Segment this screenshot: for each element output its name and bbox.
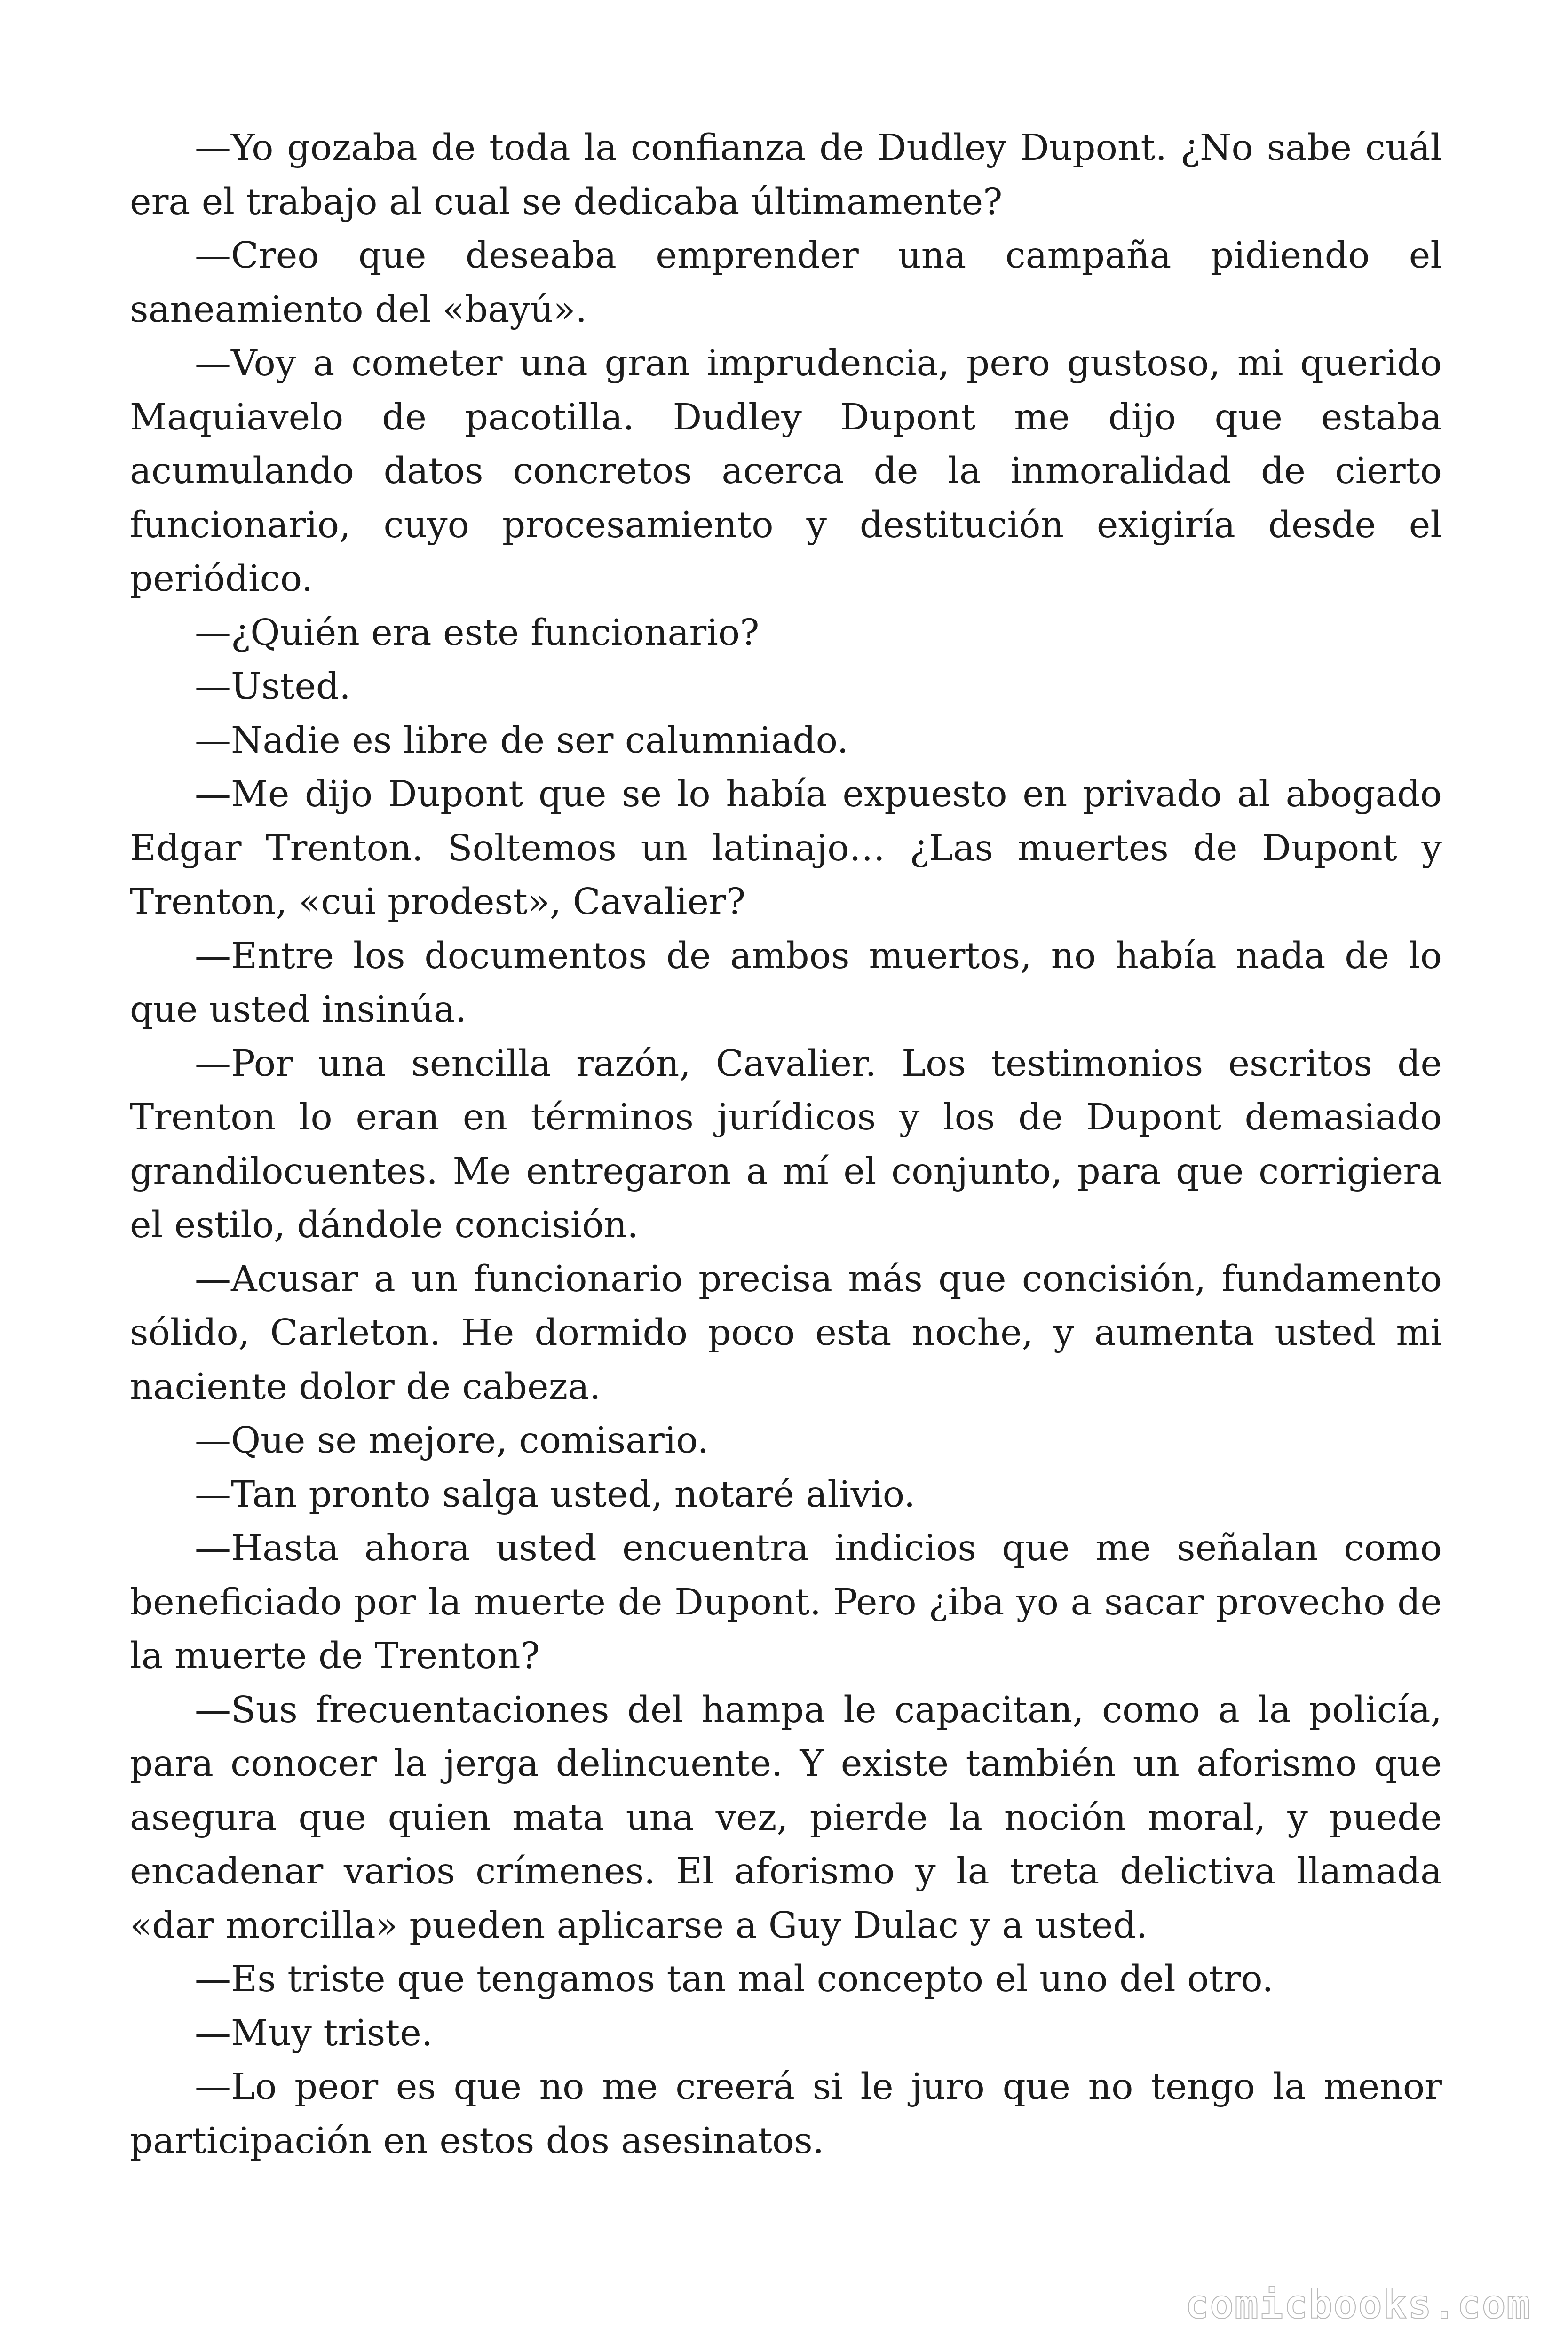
paragraph: —Sus frecuentaciones del hampa le capacitan, como a la policía, para conocer la jerga delincuente. Y existe también un aforismo que asegura que quien mata una vez, pierde la noción moral, y puede encadenar varios crímenes. El aforismo y la treta delictiva llamada «dar morcilla» pueden aplicarse a Guy Dulac y a usted. [130,1689,1442,1947]
paragraph: —Yo gozaba de toda la confianza de Dudley Dupont. ¿No sabe cuál era el trabajo al cual se dedicaba últimamente? [130,127,1442,223]
paragraph: —Acusar a un funcionario precisa más que concisión, fundamento sólido, Carleton. He dormido poco esta noche, y aumenta usted mi naciente dolor de cabeza. [130,1258,1442,1408]
paragraph: —Lo peor es que no me creerá si le juro que no tengo la menor participación en estos dos asesinatos. [130,2066,1442,2162]
paragraph: —Que se mejore, comisario. [195,1420,709,1462]
paragraph: —Hasta ahora usted encuentra indicios que me señalan como beneficiado por la muerte de Dupont. Pero ¿iba yo a sacar provecho de la muerte de Trenton? [130,1527,1442,1677]
paragraph: —Usted. [195,666,351,707]
paragraph: —Es triste que tengamos tan mal concepto el uno del otro. [195,1958,1274,2000]
page-body-text [130,121,1442,2168]
paragraph: —Creo que deseaba emprender una campaña pidiendo el saneamiento del «bayú». [130,235,1442,331]
paragraph: —Muy triste. [195,2012,433,2054]
paragraph: —Entre los documentos de ambos muertos, no había nada de lo que usted insinúa. [130,935,1442,1031]
paragraph: —Tan pronto salga usted, notaré alivio. [195,1473,916,1516]
paragraph: —Nadie es libre de ser calumniado. [195,719,849,762]
paragraph: —Voy a cometer una gran imprudencia, pero gustoso, mi querido Maquiavelo de pacotilla. Dudley Dupont me dijo que estaba acumulando datos concretos acerca de la inmoralidad de cierto funcionario, cuyo procesamiento y destitución exigiría desde el periódico. [130,342,1442,600]
paragraph: —Por una sencilla razón, Cavalier. Los testimonios escritos de Trenton lo eran en términos jurídicos y los de Dupont demasiado grandilocuentes. Me entregaron a mí el conjunto, para que corrigiera el estilo, dándole concisión. [130,1042,1442,1246]
paragraph: —¿Quién era este funcionario? [195,612,760,654]
watermark: comicbooks.com [1185,2281,1531,2328]
paragraph: —Me dijo Dupont que se lo había expuesto en privado al abogado Edgar Trenton. Soltemos un latinajo… ¿Las muertes de Dupont y Trenton, «cui prodest», Cavalier? [130,773,1442,923]
